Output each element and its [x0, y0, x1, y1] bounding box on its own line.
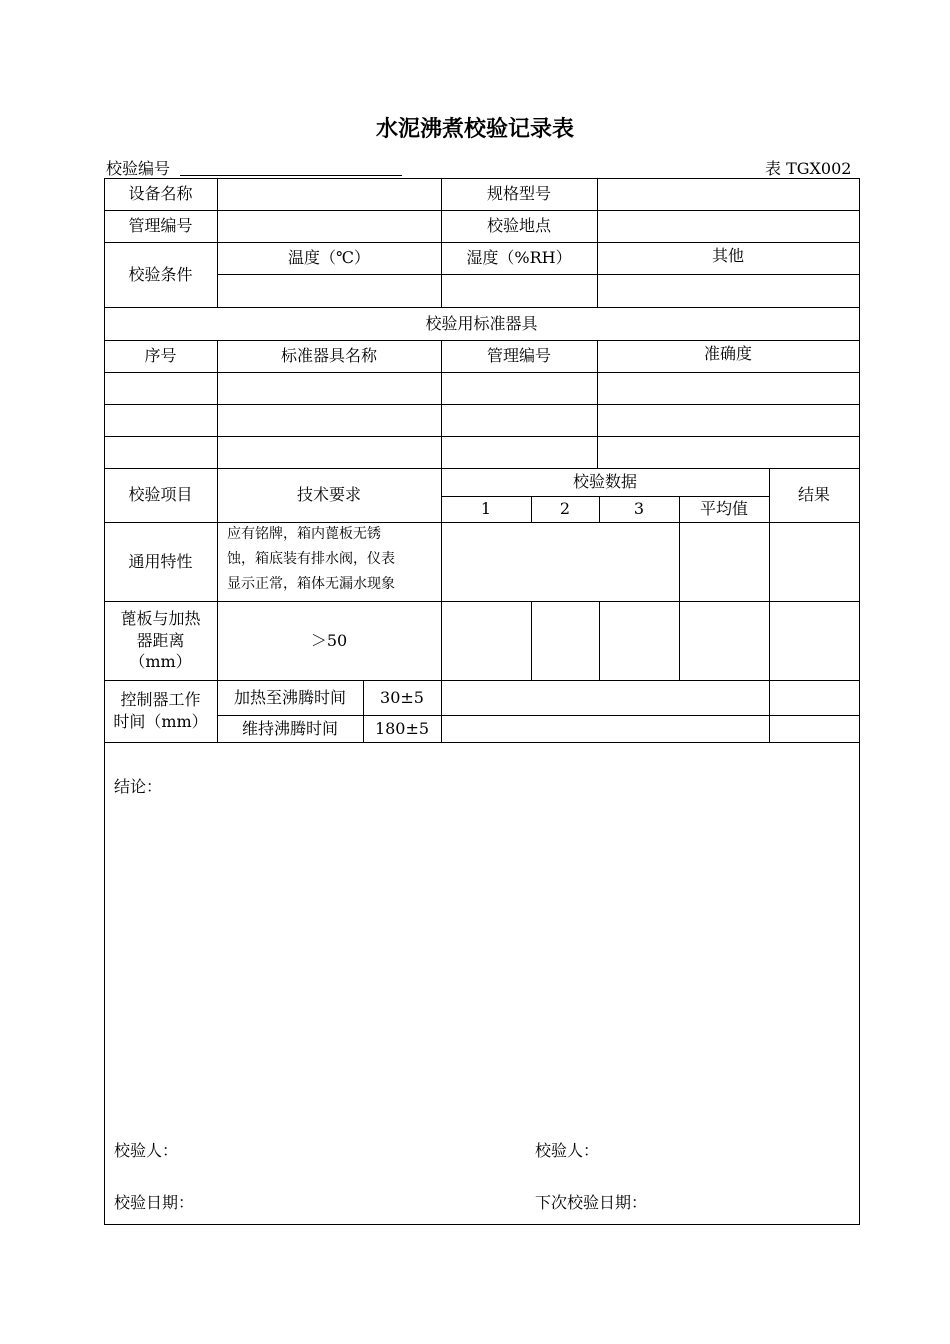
items-col-item: 校验项目: [128, 485, 193, 505]
location-field[interactable]: [597, 210, 859, 242]
temperature-label: 温度（℃）: [288, 248, 370, 268]
heat-time-result[interactable]: [769, 680, 859, 715]
data-col-2: 2: [559, 499, 571, 519]
location-label: 校验地点: [486, 216, 551, 236]
standards-section-title: 校验用标准器具: [425, 313, 538, 333]
conditions-label: 校验条件: [128, 264, 193, 284]
data-col-3: 3: [633, 499, 645, 519]
distance-data-2[interactable]: [531, 601, 599, 680]
keep-time-value: 180±5: [374, 718, 430, 738]
distance-result[interactable]: [769, 601, 859, 680]
calibrator-1-label: 校验人：: [114, 1141, 179, 1160]
heat-time-value: 30±5: [380, 687, 424, 707]
general-requirement: [217, 522, 441, 601]
general-req-line: 蚀，箱底装有排水阀，仪表: [227, 551, 395, 568]
temperature-field[interactable]: [217, 274, 441, 307]
general-req-line: 应有铭牌，箱内蓖板无锈: [227, 526, 381, 542]
standards-col-mgmt-no: 管理编号: [486, 346, 551, 366]
standards-row[interactable]: [104, 404, 859, 436]
keep-time-label: 维持沸腾时间: [241, 718, 338, 738]
calib-no-label: 校验编号: [106, 159, 171, 178]
items-col-data: 校验数据: [572, 472, 637, 492]
controller-label: [104, 680, 217, 742]
standards-col-accuracy: 准确度: [703, 344, 752, 364]
standards-col-seq: 序号: [144, 346, 177, 366]
general-label: 通用特性: [128, 551, 193, 571]
calibration-date-label: 校验日期：: [114, 1193, 195, 1212]
general-result-field[interactable]: [769, 522, 859, 601]
distance-label-line: （mm）: [129, 652, 192, 672]
items-col-result: 结果: [797, 485, 830, 505]
general-req-line: 显示正常，箱体无漏水现象: [227, 576, 395, 593]
humidity-label: 湿度（%RH）: [466, 248, 572, 268]
next-calibration-date-label: 下次校验日期：: [535, 1193, 648, 1212]
conclusion-label: 结论：: [114, 777, 163, 796]
distance-requirement: ＞50: [310, 630, 348, 650]
keep-time-data[interactable]: [441, 715, 769, 742]
heat-time-label: 加热至沸腾时间: [233, 687, 346, 707]
keep-time-result[interactable]: [769, 715, 859, 742]
general-average-field[interactable]: [679, 522, 769, 601]
distance-data-1[interactable]: [441, 601, 531, 680]
data-col-1: 1: [480, 499, 492, 519]
general-data-field[interactable]: [441, 522, 679, 601]
mgmt-no-field[interactable]: [217, 210, 441, 242]
distance-label-line: 蓖板与加热: [120, 609, 201, 629]
items-col-requirement: 技术要求: [296, 485, 361, 505]
calibrator-2-label: 校验人：: [535, 1141, 600, 1160]
conclusion-field[interactable]: [110, 800, 850, 1120]
controller-label-line: 时间（mm）: [113, 712, 208, 731]
spec-label: 规格型号: [486, 184, 551, 204]
distance-label: [104, 601, 217, 680]
equipment-name-field[interactable]: [217, 178, 441, 210]
form-code: 表 TGX002: [765, 159, 852, 178]
standards-row[interactable]: [104, 372, 859, 404]
mgmt-no-label: 管理编号: [128, 216, 193, 236]
other-field[interactable]: [597, 274, 859, 307]
heat-time-data[interactable]: [441, 680, 769, 715]
equipment-name-label: 设备名称: [128, 184, 193, 204]
page-title: 水泥沸煮校验记录表: [375, 116, 574, 142]
standards-col-name: 标准器具名称: [280, 346, 377, 366]
distance-average[interactable]: [679, 601, 769, 680]
distance-data-3[interactable]: [599, 601, 679, 680]
data-col-average: 平均值: [699, 499, 748, 519]
humidity-field[interactable]: [441, 274, 597, 307]
distance-label-line: 器距离: [136, 630, 185, 650]
other-label: 其他: [711, 246, 744, 266]
controller-label-line: 控制器工作: [120, 690, 201, 710]
calib-no-field[interactable]: [180, 175, 402, 176]
standards-row[interactable]: [104, 436, 859, 468]
spec-field[interactable]: [597, 178, 859, 210]
